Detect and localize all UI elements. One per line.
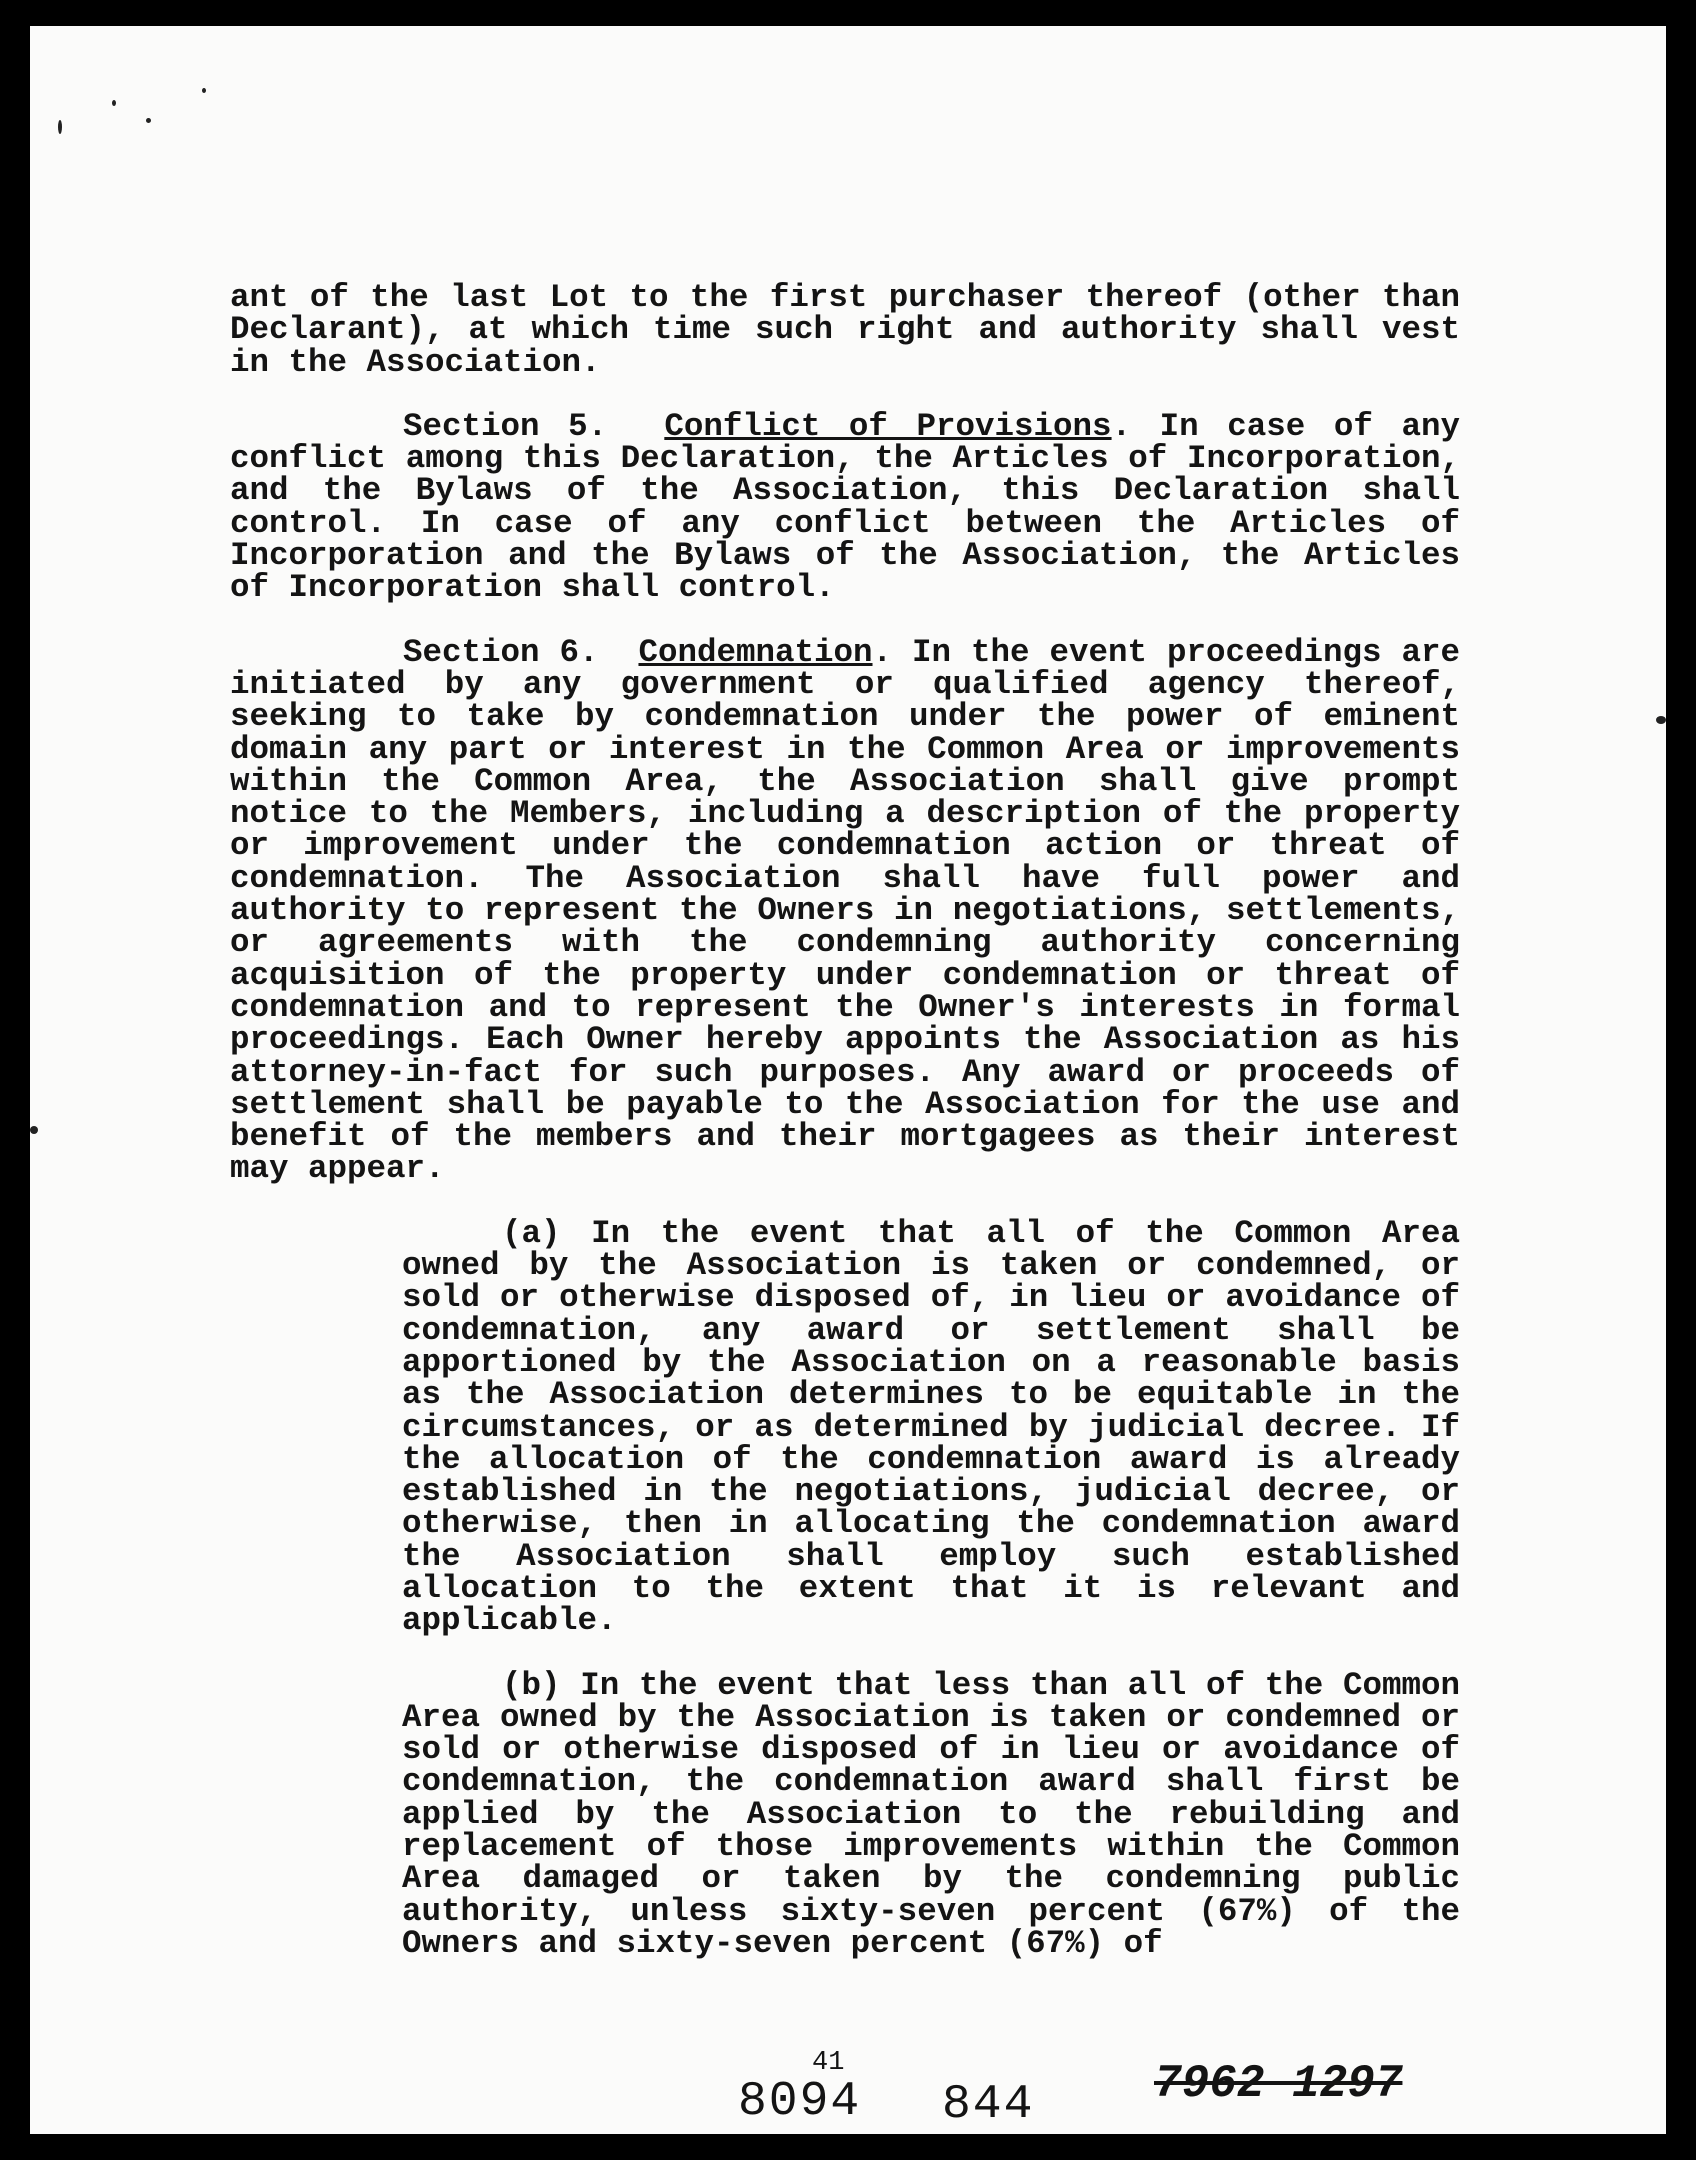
page-number: 41 (812, 2048, 845, 2078)
section-5-paragraph (230, 407, 1460, 607)
document-body (230, 279, 1460, 1992)
section-6-paragraph (230, 633, 1460, 1188)
section-5-body: . In case of any conflict among this Declaration, the Articles of Incorporation, and the Bylaws of the Association, this Declaration shall control. In case of any conflict between the Articles of Incorporation and the Bylaws of the Association, the Articles of Incorporation shall control. (230, 407, 1460, 607)
document-number-struck: 7962 1297 (1154, 2058, 1403, 2110)
subsection-a: (a) In the event that all of the Common Area owned by the Association is taken or condemned, or sold or otherwise disposed of, in lieu or avoidance of condemnation, any award or settlement shall be apportioned by the Association on a reasonable basis as the Association determines to be equitable in the circumstances, or as determined by judicial decree. If the allocation of the condemnation award is already established in the negotiations, judicial decree, or otherwise, then in allocating the condemnation award the Association shall employ such established allocation to the extent that it is relevant and applicable. (402, 1214, 1460, 1640)
document-number-secondary: 844 (942, 2078, 1035, 2132)
page-footer (30, 2048, 1666, 2148)
section-5-label: Section 5. (403, 407, 608, 445)
paragraph-continuation: ant of the last Lot to the first purchaser thereof (other than Declarant), at which time such right and authority shall vest in the Association. (230, 279, 1460, 381)
section-5-title: Conflict of Provisions (664, 407, 1112, 445)
scan-speck (30, 1126, 38, 1134)
scan-speck (112, 100, 116, 106)
scan-speck (1656, 716, 1666, 724)
section-6-label: Section 6. (403, 633, 599, 671)
document-page (30, 26, 1666, 2134)
section-6-body: . In the event proceedings are initiated by any government or qualified agency thereof, seeking to take by condemnation under the power of eminent domain any part or interest in the Common Area or improvements within the Common Area, the Association shall give prompt notice to the Members, including a description of the property or improvement under the condemnation action or threat of condemnation. The Association shall have full power and authority to represent the Owners in negotiations, settlements, or agreements with the condemning authority concerning acquisition of the property under condemnation or threat of condemnation and to represent the Owner's interests in formal proceedings. Each Owner hereby appoints the Association as his attorney-in-fact for such purposes. Any award or proceeds of settlement shall be payable to the Association for the use and benefit of the members and their mortgagees as their interest may appear. (230, 633, 1460, 1188)
scan-speck (202, 88, 206, 93)
scan-speck (146, 118, 151, 123)
section-6-title: Condemnation (638, 633, 873, 671)
scan-speck (58, 120, 62, 134)
subsection-b: (b) In the event that less than all of the Common Area owned by the Association is taken or condemned or sold or otherwise disposed of in lieu or avoidance of condemnation, the condemnation award shall first be applied by the Association to the rebuilding and replacement of those improvements within the Common Area damaged or taken by the condemning public authority, unless sixty-seven percent (67%) of the Owners and sixty-seven percent (67%) of (402, 1666, 1460, 1962)
document-number-primary: 8094 (738, 2075, 862, 2129)
